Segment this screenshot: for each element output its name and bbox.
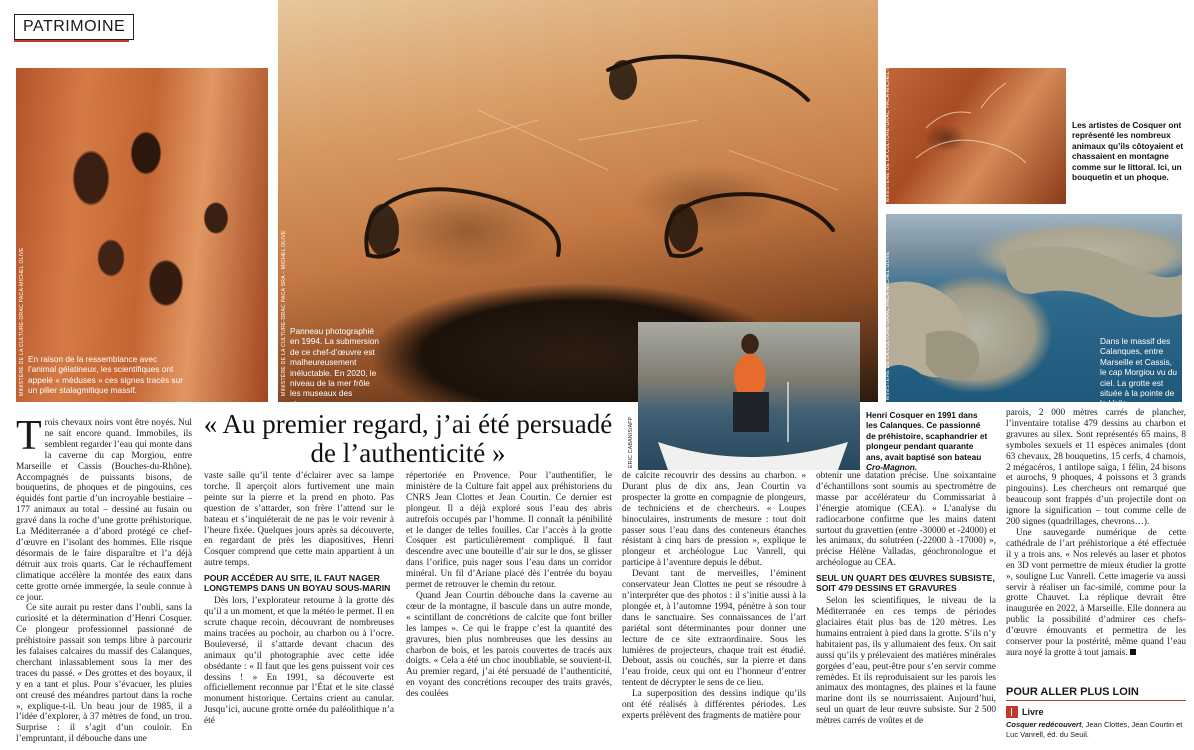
rubric-underline xyxy=(14,40,129,42)
photo-calanques-aerial xyxy=(885,214,1182,409)
caption-diver xyxy=(866,410,990,472)
article-column-5 xyxy=(816,471,996,727)
subheading: SEUL UN QUART DES ŒUVRES SUBSISTE, SOIT 479 DESSINS ET GRAVURES xyxy=(816,573,995,594)
paragraph: Selon les scientifiques, le niveau de la Méditerranée en ces temps de périodes glaciaires était plus bas de 120 mètres. Les humains entraient à pied dans la grotte. S’ils n’y habitaient pas, ils y allumaient des feux. On sait aussi qu’ils y prélevaient des matières minérales gorgées d’eau, peut-être pour s’en servir comme remèdes. Et ils reproduisaient sur les parois les animaux des montagnes, des plaines et la faune marine dont ils se nourrissaient. Aujourd’hui, seul un quart de leur œuvre subsiste. Sur 2 500 mètres carrés de voûtes et de xyxy=(816,596,996,727)
photo-henri-cosquer xyxy=(638,322,860,470)
subheading: POUR ACCÉDER AU SITE, IL FAUT NAGER LONGTEMPS DANS UN BOYAU SOUS-MARIN xyxy=(204,573,391,594)
paragraph: parois, 2 000 mètres carrés de plancher, l’inventaire totalise 479 dessins au charbon et gravures au silex. Sont représentés 65 mains, 8 symboles sexuels et 11 espèces animales (dont 63 chevaux, 28 bouquetins, 15 cerfs, 4 chamois, 2 mégacéros, 1 antilope saïga, 1 félin, 24 bisons et aurochs, 9 phoques, 4 poissons et 3 grands pingouins). Les chercheurs ont remarqué que beaucoup sont frappés d’un projectile dont on ignore la signification – tout comme celle de 200 signes (quadrillages, chevrons…). xyxy=(1006,408,1186,528)
section-rubric: PATRIMOINE xyxy=(14,14,134,40)
end-mark-icon xyxy=(1130,649,1136,655)
paragraph: répertoriée en Provence. Pour l’authentifier, le ministère de la Culture fait appel aux préhistoriens du CNRS Jean Clottes et Jean Courtin. Ce dernier est plongeur. Il a déjà exploré sous l’eau des abris autrefois occupés par l’homme. Il connaît la pénibilité et le danger de telles fouilles. Car l’accès à la grotte Cosquer est particulièrement compliqué. Il faut descendre avec une bouteille d’air sur le dos, se glisser dans l’orifice, puis nager sous l’eau dans un corridor minéral. Un fil d’Ariane placé dès l’entrée du boyau permet de retrouver le chemin du retour. xyxy=(406,471,612,591)
paragraph: Quand Jean Courtin débouche dans la caverne au cœur de la montagne, il bascule dans un autre monde, « scintillant de concrétions de calcite que font briller les lampes ». Ce qui le frappe c’est la quantité des gravures, bien plus nombreuses que les dessins au charbon de bois, et les parois couvertes de tracés aux doigts. « Cela a été un choc inoubliable, se souvient-il. Au premier regard, j’ai été persuadé de l’authenticité, en voyant des concrétions recouper des traits gravés, des coulées xyxy=(406,590,612,700)
paragraph: Dès lors, l’explorateur retourne à la grotte dès qu’il a un moment, et que la météo le permet. Il en scrute chaque recoin, découvrant de nombreuses mains tracées au pochoir, au charbon ou à l’ocre. Bouleversé, il s’attarde devant chacun des animaux qu’il photographie avec cette idée obsédante : « Il faut que les gens puissent voir ces dessins ! » En 1991, sa découverte est officiellement reconnue par l’État et le site classé monument historique. Certains crient au canular. Jusqu’ici, aucune grotte ornée du paléolithique n’a été xyxy=(204,596,394,727)
paragraph: Ce site aurait pu rester dans l’oubli, sans la curiosité et la détermination d’Henri Cosquer. Ce plongeur professionnel passionné de préhistoire passait son temps libre à parcourir les falaises calcaires du massif des Calanques, cherchant inlassablement sous la mer des traces du passé. « Des grottes et des boyaux, il y en a tant et plus. Pour s’évacuer, les pluies ont creusé des méandres partout dans la roche », explique-t-il. Un beau jour de 1985, il a l’idée d’explorer, à 37 mètres de fond, un trou. Surprise : il s’agit d’un couloir. En l’empruntant, il débouche dans une xyxy=(16,603,192,745)
caption-diver-boat: Cro-Magnon. xyxy=(866,462,918,473)
caption-main: Panneau photographié en 1994. La submersion de ce chef-d’œuvre est malheureusement inéluctable. En 2020, le niveau de la mer frôle les museaux des chevaux. xyxy=(290,326,380,409)
book-details: , Jean Clottes, Jean Courtin et Luc Vanrell, éd. du Seuil. xyxy=(1006,720,1183,739)
further-reading-entry xyxy=(1006,720,1186,739)
article-column-3 xyxy=(406,471,612,700)
diver-boat-illustration xyxy=(638,322,860,470)
caption-calanques: Dans le massif des Calanques, entre Marseille et Cassis, le cap Morgiou vu du ciel. La grotte est située à la pointe de la Voile. xyxy=(1100,336,1178,409)
article-column-1 xyxy=(16,413,192,745)
paragraph: La superposition des dessins indique qu’ils ont été réalisés à différentes périodes. Les experts prélèvent des fragments de matière pour xyxy=(622,689,806,721)
ibex-seal-illustration xyxy=(886,68,1066,204)
article-column-4 xyxy=(622,471,806,722)
paragraph: de calcite recouvrir des dessins au charbon. » Durant plus de dix ans, Jean Courtin va prospecter la grotte en compagnie de plongeurs, de techniciens et de chercheurs. « Loupes binoculaires, instruments de mesure : tout doit passer sous l’eau dans des conteneurs étanches résistant à cinq bars de pression », explique le plongeur et archéologue Luc Vanrell, qui participe à l’aventure depuis le début. xyxy=(622,471,806,569)
credit-calanques: MINISTÈRE DE LA CULTURE-DRAC PACA-MICHEL OLIVE xyxy=(885,251,891,400)
pull-quote: « Au premier regard, j’ai été persuadé de l’authenticité » xyxy=(203,409,613,468)
paragraph: obtenir une datation précise. Une soixantaine d’échantillons sont soumis au spectromètre de masse par accélérateur du Commissariat à l’énergie atomique (CEA). « L’analyse du radiocarbone confirme que les mains datent surtout du gravettien (entre -30000 et -24000) et les animaux, du solutréen (-22000 à -17000) », précise Hélène Valladas, géochronologue et archéologue au CEA. xyxy=(816,471,996,569)
further-reading-kind-label: Livre xyxy=(1022,707,1044,717)
paragraph xyxy=(1006,528,1186,659)
paragraph xyxy=(16,413,192,603)
further-reading-title: POUR ALLER PLUS LOIN xyxy=(1006,686,1186,701)
caption-medusa: En raison de la ressemblance avec l’animal gélatineux, les scientifiques ont appelé « méduses » ces signes tracés sur un pilier stalagmitique massif. xyxy=(28,354,183,396)
credit-medusa: MINISTÈRE DE LA CULTURE-DRAC PACA-MICHEL OLIVE xyxy=(19,247,25,396)
paragraph-text: rois chevaux noirs vont être noyés. Nul ne sait encore quand. Immobiles, ils semblent regarder l’eau qui monte dans la caverne du cap Morgiou, entre Marseille et Cassis (Bouches-du-Rhône). Accompagnés de puissants bisons, de bouquetins, de phoques et de pingouins, ces équidés font partie d’un incroyable bestiaire – 177 animaux au total – dessiné au fusain ou gravé dans la roche d’une grotte préhistorique. La Méditerranée a d’abord protégé ce chef-d’œuvre en l’isolant des hommes. Elle risque désormais de le faire disparaître et l’a déjà détruit aux trois quarts. Car le réchauffement climatique accélère la montée des eaux dans cette grotte ornée immergée, la seule connue à ce jour. xyxy=(16,418,192,603)
drop-cap: T xyxy=(16,413,42,459)
credit-main: MINISTÈRE DE LA CULTURE-DRAC PACA SRA – MICHEL OLIVE xyxy=(281,230,287,396)
paragraph-text: Une sauvegarde numérique de cette cathédrale de l’art préhistorique a été effectuée il y a trois ans. « Nos relevés au laser et photos en 3D vont permettre de mieux étudier la grotte », souligne Luc Vanrell. Cette imagerie va aussi servir à réaliser un fac-similé, comme pour la grotte Chauvet. La réplique devrait être inaugurée en 2022, à Marseille. Elle donnera au public la possibilité d’admirer ces chefs-d’œuvre émouvants et permettra de les conserver pour la postérité, même quand l’eau aura noyé la grotte à tout jamais. xyxy=(1006,527,1186,658)
paragraph: Devant tant de merveilles, l’éminent conservateur Jean Clottes ne peut se résoudre à n’interpréter que des photos : il s’initie aussi à la plongée et, à l’automne 1994, pénètre à son tour dans le sanctuaire. Ses connaissances de l’art pariétal sont déterminantes pour donner une lecture de ce site extraordinaire. Sous les lumières de projecteurs, chaque trait est étudié. Debout, assis ou couchés, sur la pierre et dans l’eau froide, ceux qui ont eu l’honneur d’entrer tentent de décrypter le sens de ce lieu. xyxy=(622,569,806,689)
photo-ibex-seal xyxy=(885,53,1066,204)
paragraph: vaste salle qu’il tente d’éclairer avec sa lampe torche. Il aperçoit alors furtivement une main peinte sur la pierre et la prend en photo. Pas question de s’attarder, son frère l’attend sur le bateau et s’inquiéterait de ne pas le voir revenir à l’heure fixée. Quelques jours après sa découverte, en regardant de près les diapositives, Henri Cosquer comprend que cette main appartient à un autre temps. xyxy=(204,471,394,569)
book-title: Cosquer redécouvert xyxy=(1006,720,1082,729)
further-reading-kind xyxy=(1006,706,1044,718)
article-column-6 xyxy=(1006,408,1186,659)
photo-medusa-pillar xyxy=(16,68,268,402)
credit-diver: ÉRIC CABANIS/AFP xyxy=(628,416,634,468)
article-column-2 xyxy=(204,471,394,727)
book-icon xyxy=(1006,706,1018,718)
caption-topright: Les artistes de Cosquer ont représenté les nombreux animaux qu’ils côtoyaient et chassaient en montagne comme sur le littoral. Ici, un bouquetin et un phoque. xyxy=(1072,120,1184,183)
caption-diver-text: Henri Cosquer en 1991 dans les Calanques. Ce passionné de préhistoire, scaphandrier et plongeur pendant quarante ans, avait baptisé son bateau xyxy=(866,410,988,462)
credit-topright: MINISTÈRE DE LA CULTURE-DRAC PACA-MICHEL OLIVE xyxy=(885,53,891,202)
